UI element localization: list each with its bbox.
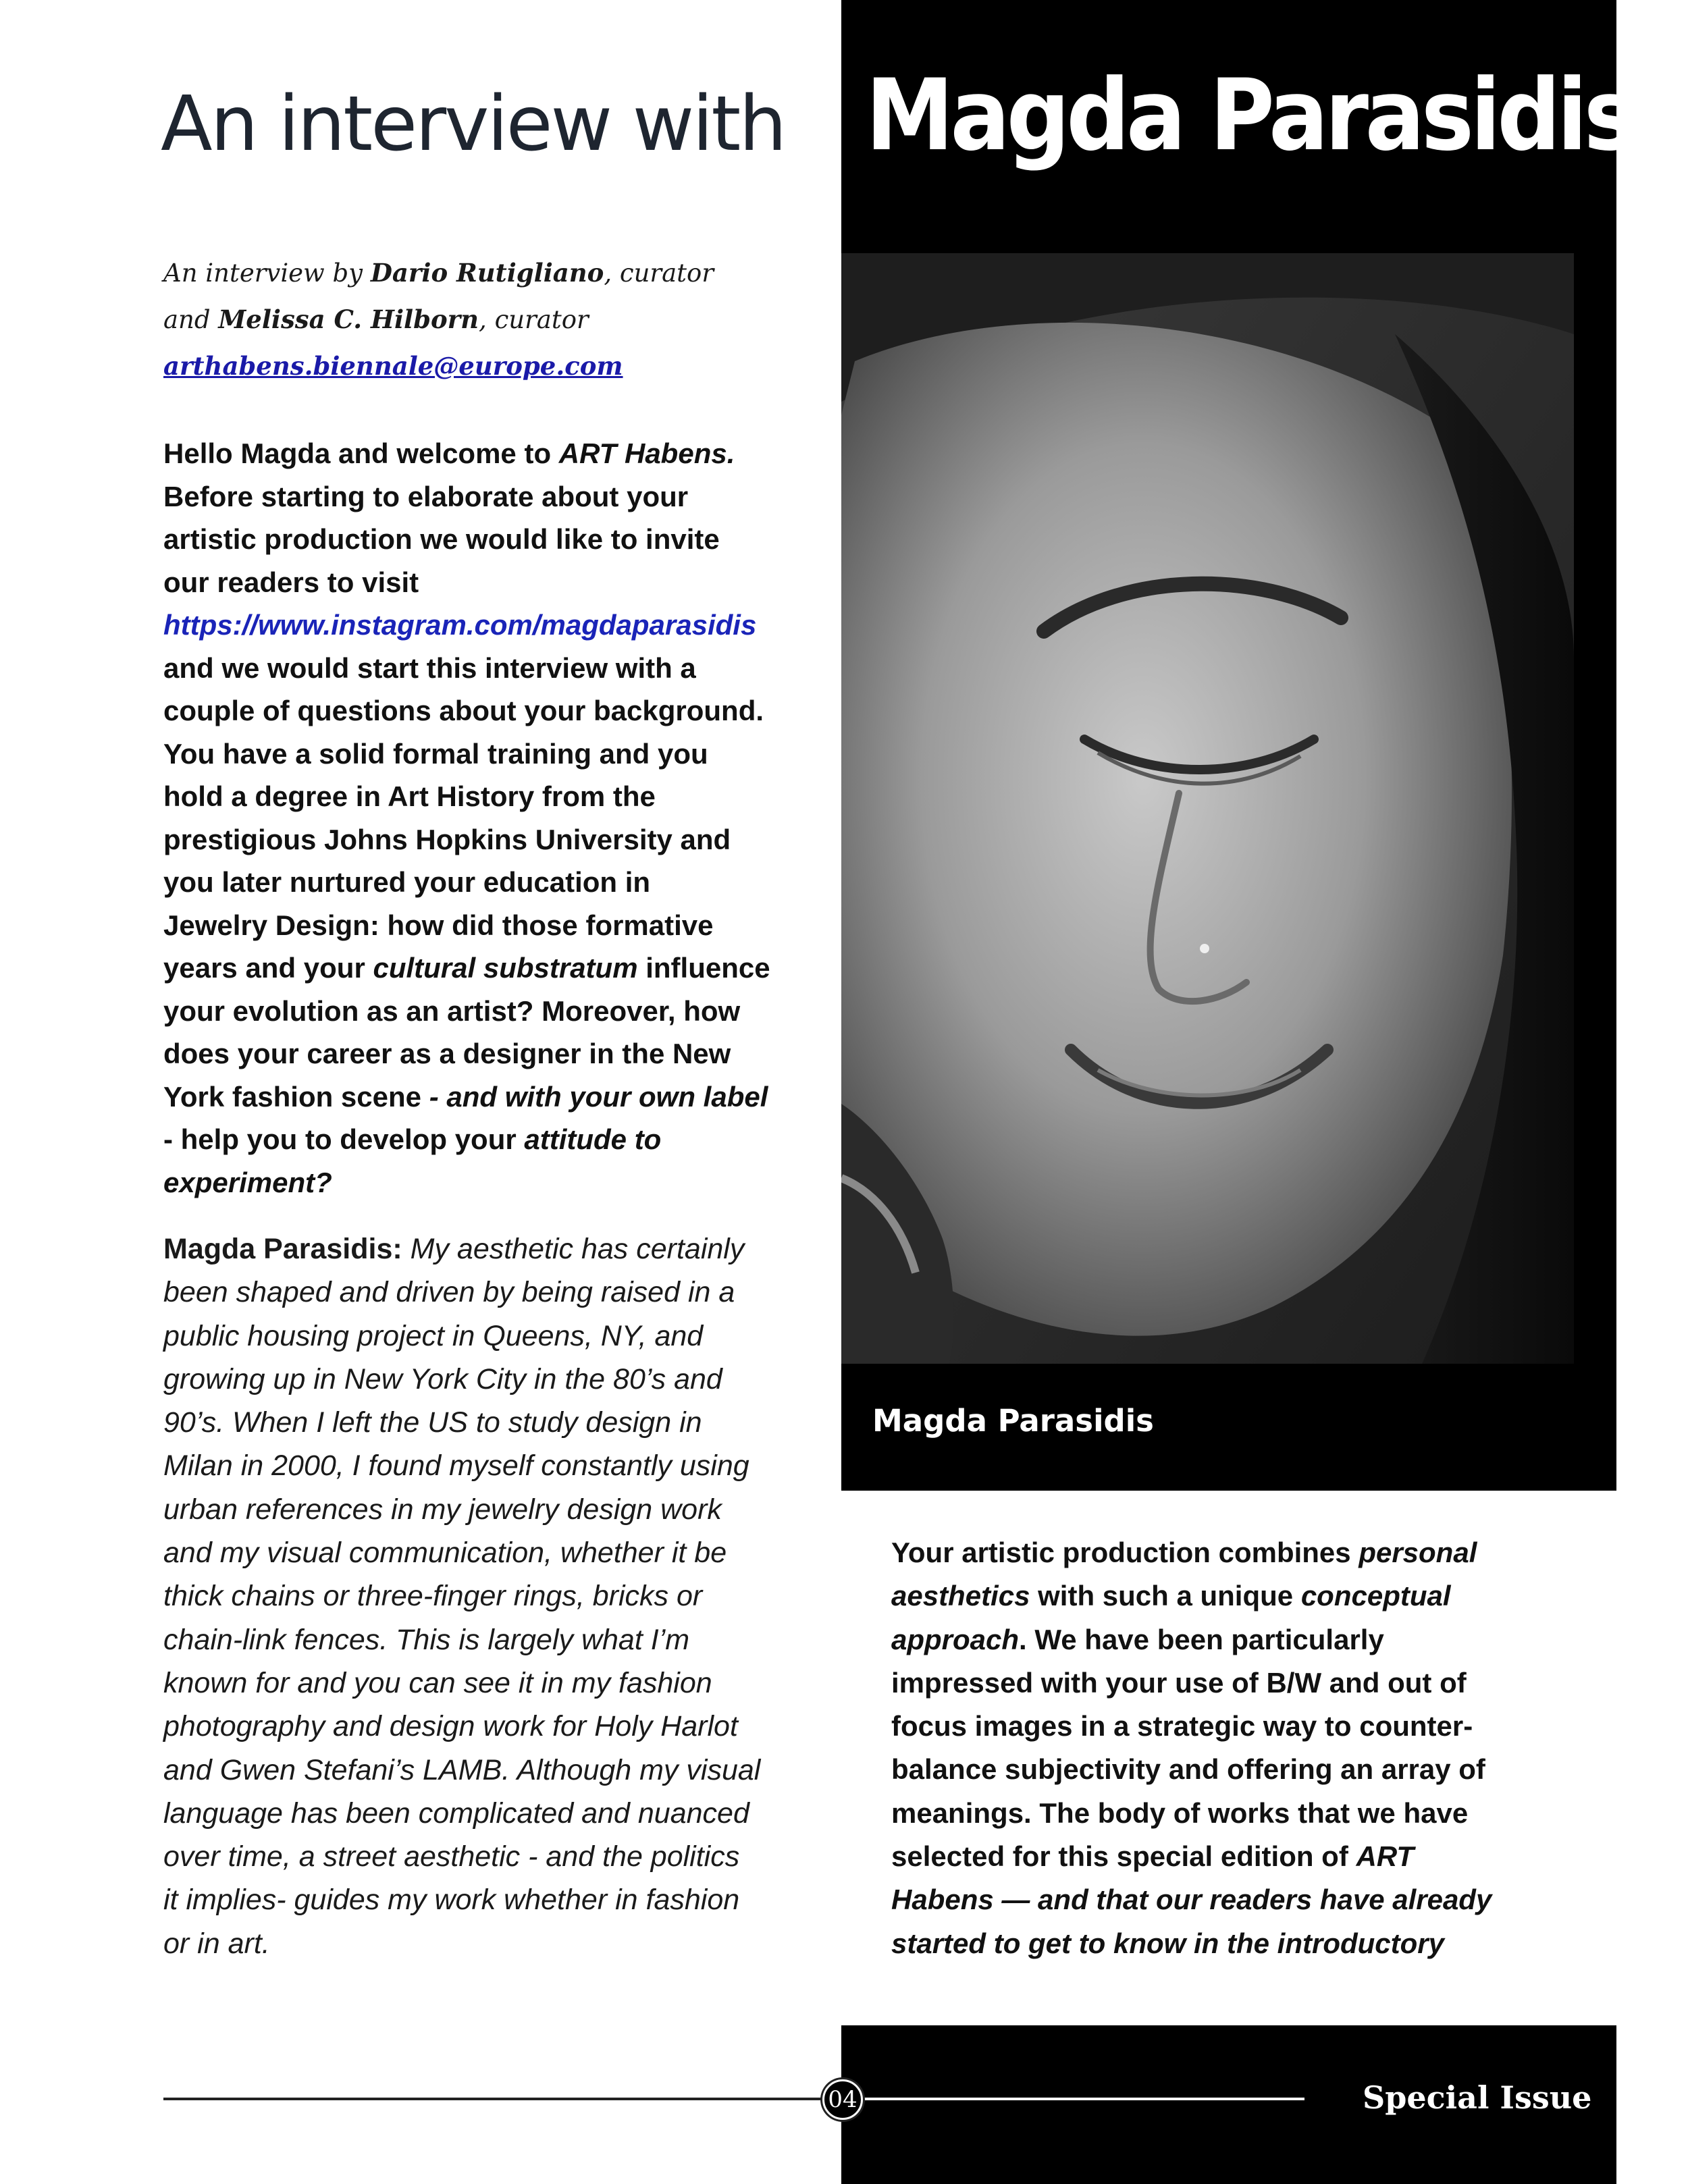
q2-text: . We have been particularly [1019, 1623, 1384, 1655]
q1-line: Jewelry Design: how did those formative [163, 909, 714, 941]
byline-line-2 [163, 296, 771, 343]
a1-text: My aesthetic has certainly [402, 1233, 745, 1265]
q2-line [891, 1922, 1607, 1965]
a1-line: been shaped and driven by being raised in a [163, 1276, 735, 1309]
q1-line [163, 1075, 839, 1119]
instagram-link[interactable]: https://www.instagram.com/magdaparasidis [163, 609, 757, 641]
q1-emphasis: experiment? [163, 1166, 332, 1198]
q2-emphasis: — and that our readers have already [993, 1884, 1492, 1916]
q2-emphasis: personal [1359, 1537, 1477, 1568]
footer-rule [862, 2098, 1304, 2100]
q1-line: your evolution as an artist? Moreover, how [163, 994, 741, 1027]
byline-conjunction: and [163, 305, 219, 334]
portrait-image [841, 253, 1574, 1364]
q1-emphasis: attitude to [524, 1123, 662, 1155]
author-role-2: , curator [479, 305, 589, 334]
q1-line: prestigious Johns Hopkins University and [163, 823, 731, 855]
q1-emphasis: - and with your own label [429, 1080, 768, 1113]
a1-line: or in art. [163, 1927, 270, 1960]
a1-line: thick chains or three-finger rings, bricks or [163, 1580, 703, 1613]
q1-line: Before starting to elaborate about your [163, 480, 689, 512]
a1-line: and Gwen Stefani’s LAMB. Although my visual [163, 1753, 761, 1786]
a1-line [163, 1227, 839, 1271]
a1-line: chain-link fences. This is largely what I’m [163, 1623, 690, 1656]
q2-line [891, 1878, 1607, 1921]
author-name-1: Dario Rutigliano [370, 258, 604, 288]
q2-line: impressed with your use of B/W and out of [891, 1666, 1467, 1699]
answer-1 [163, 1227, 839, 1965]
byline-prefix: An interview by [163, 259, 371, 288]
q2-line [891, 1835, 1607, 1878]
a1-line: language has been complicated and nuanced [163, 1796, 749, 1830]
byline [163, 250, 771, 390]
page-number: 04 [822, 2079, 863, 2120]
q2-line [891, 1531, 1607, 1574]
q2-emphasis: ART [1356, 1840, 1415, 1873]
q1-text: years and your [163, 952, 373, 984]
q1-line [163, 1118, 839, 1161]
a1-line: Milan in 2000, I found myself constantly using [163, 1449, 749, 1483]
a1-line: urban references in my jewelry design work [163, 1493, 722, 1526]
q1-line [163, 947, 839, 990]
a1-line: known for and you can see it in my fashion [163, 1666, 712, 1699]
author-role-1: , curator [604, 259, 714, 288]
a1-line: growing up in New York City in the 80’s and [163, 1362, 722, 1395]
q2-emphasis: aesthetics [891, 1580, 1030, 1612]
photo-caption: Magda Parasidis [872, 1403, 1154, 1439]
title-lead: An interview with [161, 80, 785, 168]
q1-line [163, 432, 839, 475]
question-1 [163, 432, 839, 1204]
q1-text: influence [637, 952, 770, 984]
q2-text: Your artistic production combines [891, 1537, 1359, 1568]
q2-line [891, 1574, 1607, 1618]
q1-line: You have a solid formal training and you [163, 737, 708, 770]
q2-line: focus images in a strategic way to counter- [891, 1710, 1473, 1742]
q2-line: meanings. The body of works that we have [891, 1796, 1469, 1829]
issue-label: Special Issue [1363, 2079, 1592, 2116]
q1-text: Hello Magda and welcome to [163, 437, 559, 469]
q2-emphasis: approach [891, 1623, 1020, 1655]
q2-emphasis: Habens [891, 1884, 994, 1916]
q1-line [163, 1161, 839, 1204]
page-title: Magda Parasidis [866, 58, 1633, 173]
q1-line: artistic production we would like to invite [163, 523, 720, 555]
a1-line: public housing project in Queens, NY, and [163, 1319, 704, 1352]
a1-line: and my visual communication, whether it be [163, 1537, 727, 1570]
q1-text: York fashion scene [163, 1080, 429, 1113]
q1-text: - help you to develop your [163, 1123, 525, 1155]
q1-magazine-name: ART Habens. [558, 437, 735, 469]
q1-line: you later nurtured your education in [163, 866, 651, 898]
a1-line: it implies- guides my work whether in fashion [163, 1884, 740, 1917]
speaker-label: Magda Parasidis: [163, 1233, 402, 1265]
q2-text: with such a unique [1030, 1580, 1301, 1612]
author-name-2: Melissa C. Hilborn [218, 304, 479, 334]
q1-line: couple of questions about your background. [163, 695, 764, 726]
q1-line: our readers to visit [163, 566, 419, 598]
q2-emphasis: conceptual [1300, 1580, 1451, 1612]
q2-emphasis: started to get to know in the introductory [891, 1927, 1444, 1959]
a1-line: over time, a street aesthetic - and the politics [163, 1840, 740, 1873]
email-link[interactable]: arthabens.biennale@europe.com [163, 351, 623, 381]
a1-line: photography and design work for Holy Harlot [163, 1710, 738, 1743]
byline-line-1 [163, 250, 771, 296]
q2-text: selected for this special edition of [891, 1840, 1356, 1873]
q1-emphasis: cultural substratum [373, 952, 638, 984]
q1-line: hold a degree in Art History from the [163, 780, 656, 812]
a1-line: 90’s. When I left the US to study design in [163, 1406, 702, 1439]
q1-line: does your career as a designer in the New [163, 1038, 731, 1069]
byline-line-3 [163, 343, 771, 390]
q2-line: balance subjectivity and offering an array of [891, 1753, 1485, 1786]
portrait-photo [841, 253, 1574, 1364]
q2-line [891, 1618, 1607, 1661]
question-2 [891, 1531, 1607, 1965]
footer-rule [163, 2098, 822, 2100]
q1-line: and we would start this interview with a [163, 651, 696, 684]
